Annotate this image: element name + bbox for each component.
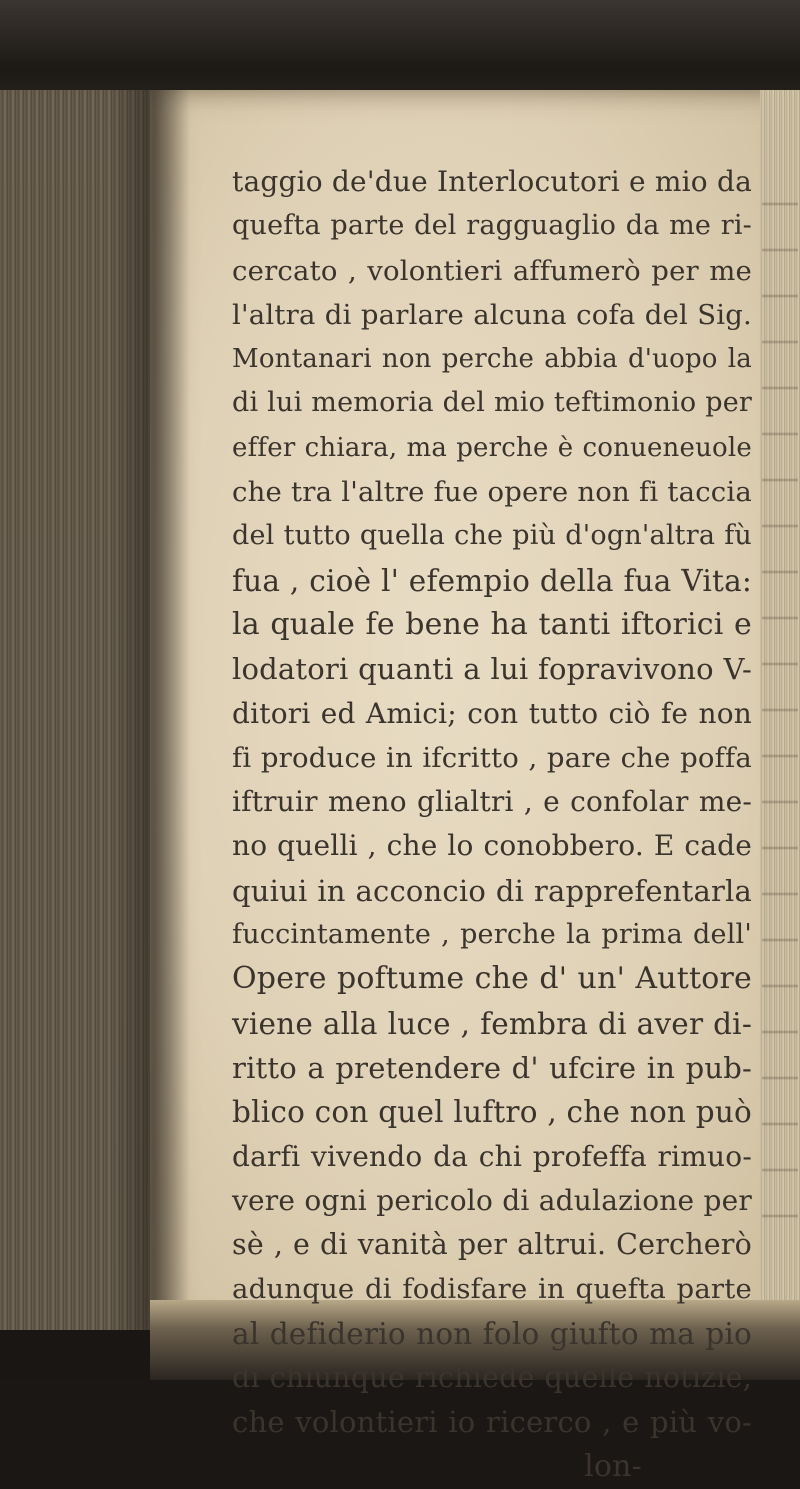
text-line: che tra l'altre fue opere non fi taccia: [232, 476, 752, 509]
text-line: cercato , volontieri affumerò per me: [232, 254, 752, 287]
gutter-shadow: [110, 90, 190, 1330]
text-line: al defiderio non folo giufto ma pio: [232, 1316, 752, 1351]
text-line: fuccintamente , perche la prima dell': [232, 919, 752, 951]
text-line: sè , e di vanità per altrui. Cercherò: [232, 1228, 752, 1262]
text-line: Montanari non perche abbia d'uopo la: [232, 344, 752, 375]
text-line: fi produce in ifcritto , pare che poffa: [232, 741, 752, 774]
text-line: lodatori quanti a lui fopravivono V-: [232, 652, 752, 687]
text-line: vere ogni pericolo di adulazione per: [232, 1183, 752, 1217]
text-line: del tutto quella che più d'ogn'altra fù: [232, 520, 752, 552]
text-line: adunque di fodisfare in quefta parte: [232, 1273, 752, 1306]
catchword: lon-: [584, 1448, 642, 1484]
text-line: iftruir meno glialtri , e confolar me-: [232, 785, 752, 819]
text-line: di lui memoria del mio teftimonio per: [232, 387, 752, 419]
text-line: l'altra di parlare alcuna cofa del Sig.: [232, 298, 752, 331]
text-line: Opere poftume che d' un' Auttore: [232, 961, 752, 997]
text-line: taggio de'due Interlocutori e mio da: [232, 165, 752, 198]
text-line: ditori ed Amici; con tutto ciò fe non: [232, 696, 752, 730]
top-shadow: [0, 0, 800, 100]
right-page-stack-lines: [762, 160, 798, 1240]
text-line: blico con quel luftro , che non può: [232, 1095, 752, 1130]
text-line: darfi vivendo da chi profeffa rimuo-: [232, 1139, 752, 1173]
text-line: di chiunque richiede quelle notizie,: [232, 1361, 752, 1395]
body-text: [232, 160, 752, 1489]
text-line: viene alla luce , fembra di aver di-: [232, 1006, 752, 1041]
text-line: quefta parte del ragguaglio da me ri-: [232, 210, 752, 242]
text-line: no quelli , che lo conobbero. E cade: [232, 829, 752, 863]
text-line: fua , cioè l' efempio della fua Vita:: [232, 563, 752, 598]
text-line: la quale fe bene ha tanti iftorici e: [232, 606, 752, 642]
text-line: quiui in acconcio di rapprefentarla: [232, 873, 752, 908]
text-line: effer chiara, ma perche è conueneuole: [232, 432, 752, 463]
text-line: ritto a pretendere d' ufcire in pub-: [232, 1050, 752, 1085]
text-line: che volontieri io ricerco , e più vo-: [232, 1405, 752, 1440]
